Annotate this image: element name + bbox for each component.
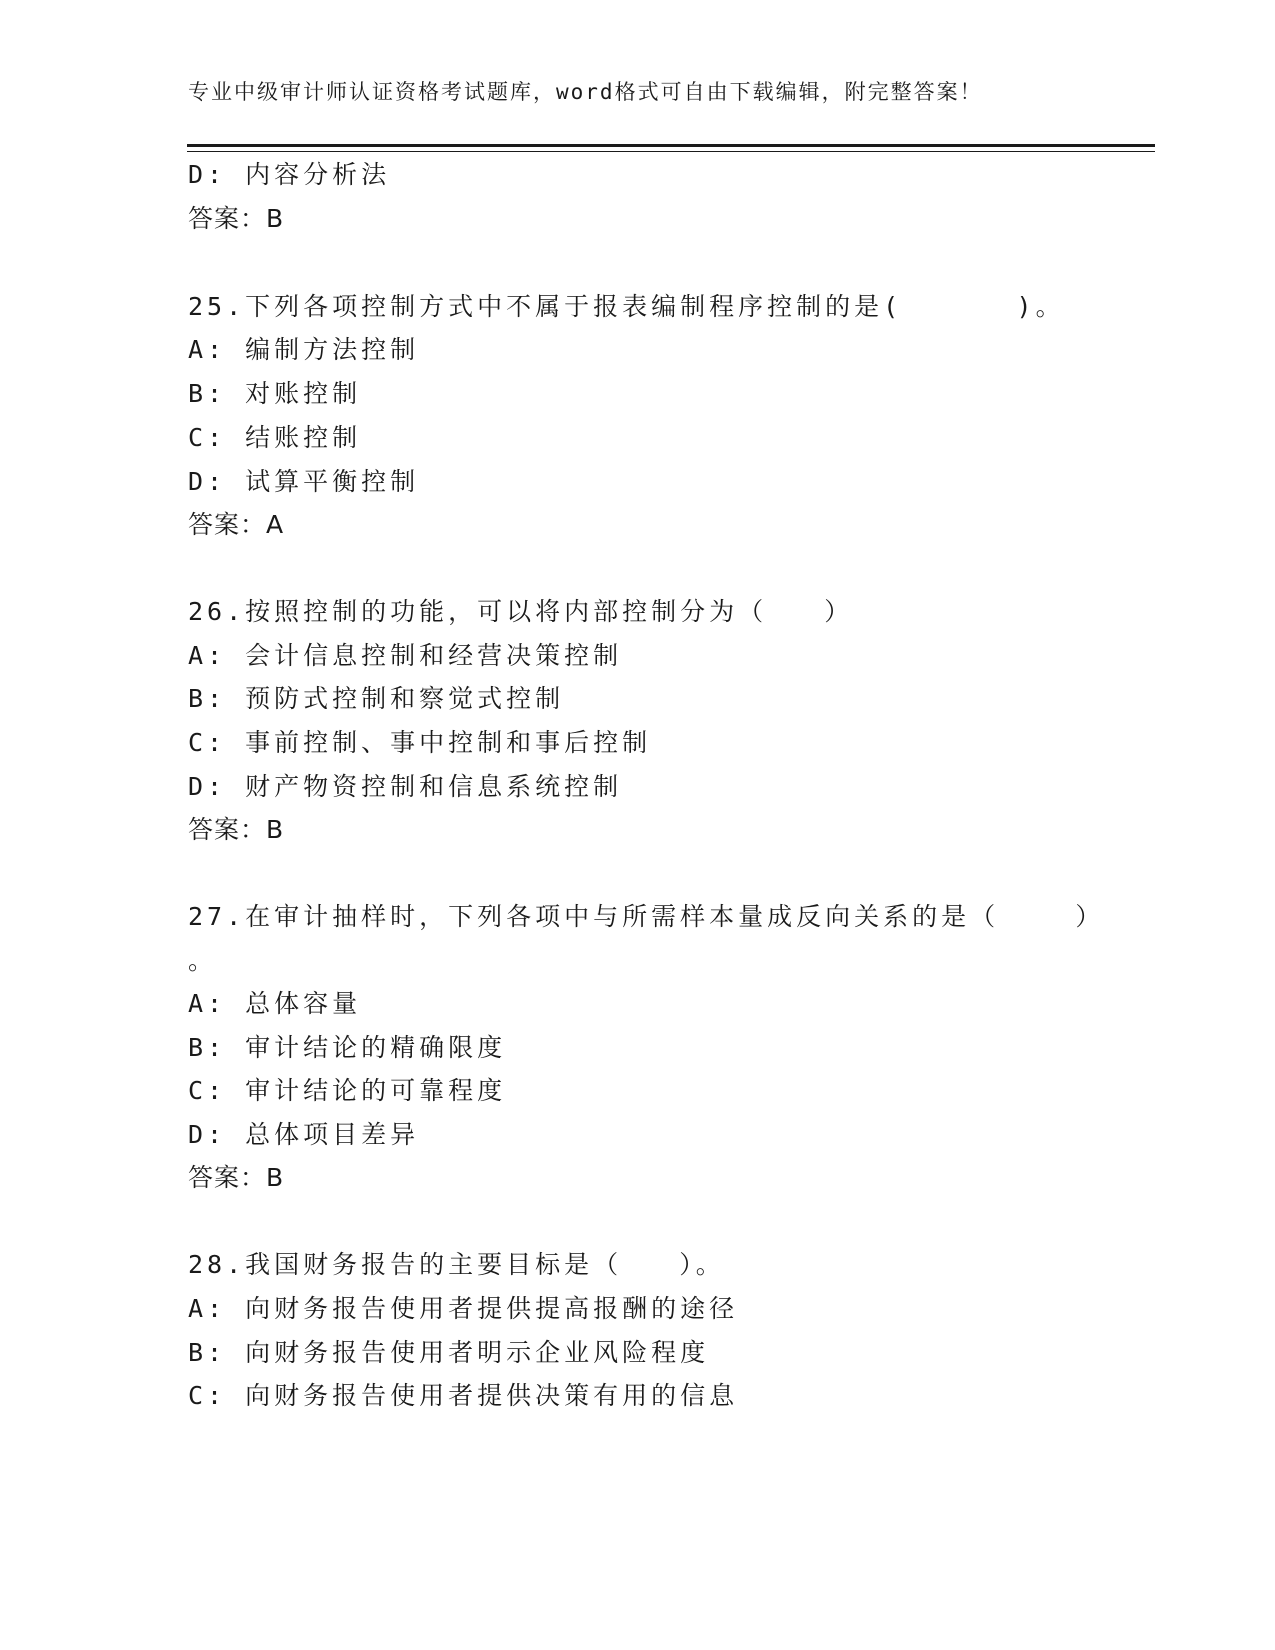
header-rule-thin xyxy=(187,151,1155,152)
header-rule-thick xyxy=(187,144,1155,147)
answer-q24: 答案：B xyxy=(188,204,285,233)
option-b-q27: B: 审计结论的精确限度 xyxy=(188,1033,507,1062)
question-27-continuation: 。 xyxy=(188,946,218,975)
answer-q25: 答案：A xyxy=(188,510,285,539)
option-d-q24: D: 内容分析法 xyxy=(188,160,391,189)
question-28: 28.我国财务报告的主要目标是（ ）。 xyxy=(188,1250,725,1279)
option-b-q25: B: 对账控制 xyxy=(188,379,362,408)
answer-q27: 答案：B xyxy=(188,1163,285,1192)
question-27: 27.在审计抽样时，下列各项中与所需样本量成反向关系的是（ ） xyxy=(188,902,1105,931)
option-c-q27: C: 审计结论的可靠程度 xyxy=(188,1076,507,1105)
answer-q26: 答案：B xyxy=(188,815,285,844)
option-c-q25: C: 结账控制 xyxy=(188,423,362,452)
option-b-q28: B: 向财务报告使用者明示企业风险程度 xyxy=(188,1338,710,1367)
option-d-q26: D: 财产物资控制和信息系统控制 xyxy=(188,772,623,801)
option-b-q26: B: 预防式控制和察觉式控制 xyxy=(188,684,565,713)
option-a-q28: A: 向财务报告使用者提供提高报酬的途径 xyxy=(188,1294,739,1323)
option-a-q27: A: 总体容量 xyxy=(188,989,362,1018)
option-d-q25: D: 试算平衡控制 xyxy=(188,467,420,496)
question-26: 26.按照控制的功能，可以将内部控制分为（ ） xyxy=(188,597,854,626)
option-a-q26: A: 会计信息控制和经营决策控制 xyxy=(188,641,623,670)
question-25: 25.下列各项控制方式中不属于报表编制程序控制的是( )。 xyxy=(188,292,1065,321)
page-header: 专业中级审计师认证资格考试题库，word格式可自由下载编辑，附完整答案！ xyxy=(188,80,983,104)
option-a-q25: A: 编制方法控制 xyxy=(188,335,420,364)
option-c-q28: C: 向财务报告使用者提供决策有用的信息 xyxy=(188,1381,739,1410)
option-c-q26: C: 事前控制、事中控制和事后控制 xyxy=(188,728,652,757)
option-d-q27: D: 总体项目差异 xyxy=(188,1120,420,1149)
